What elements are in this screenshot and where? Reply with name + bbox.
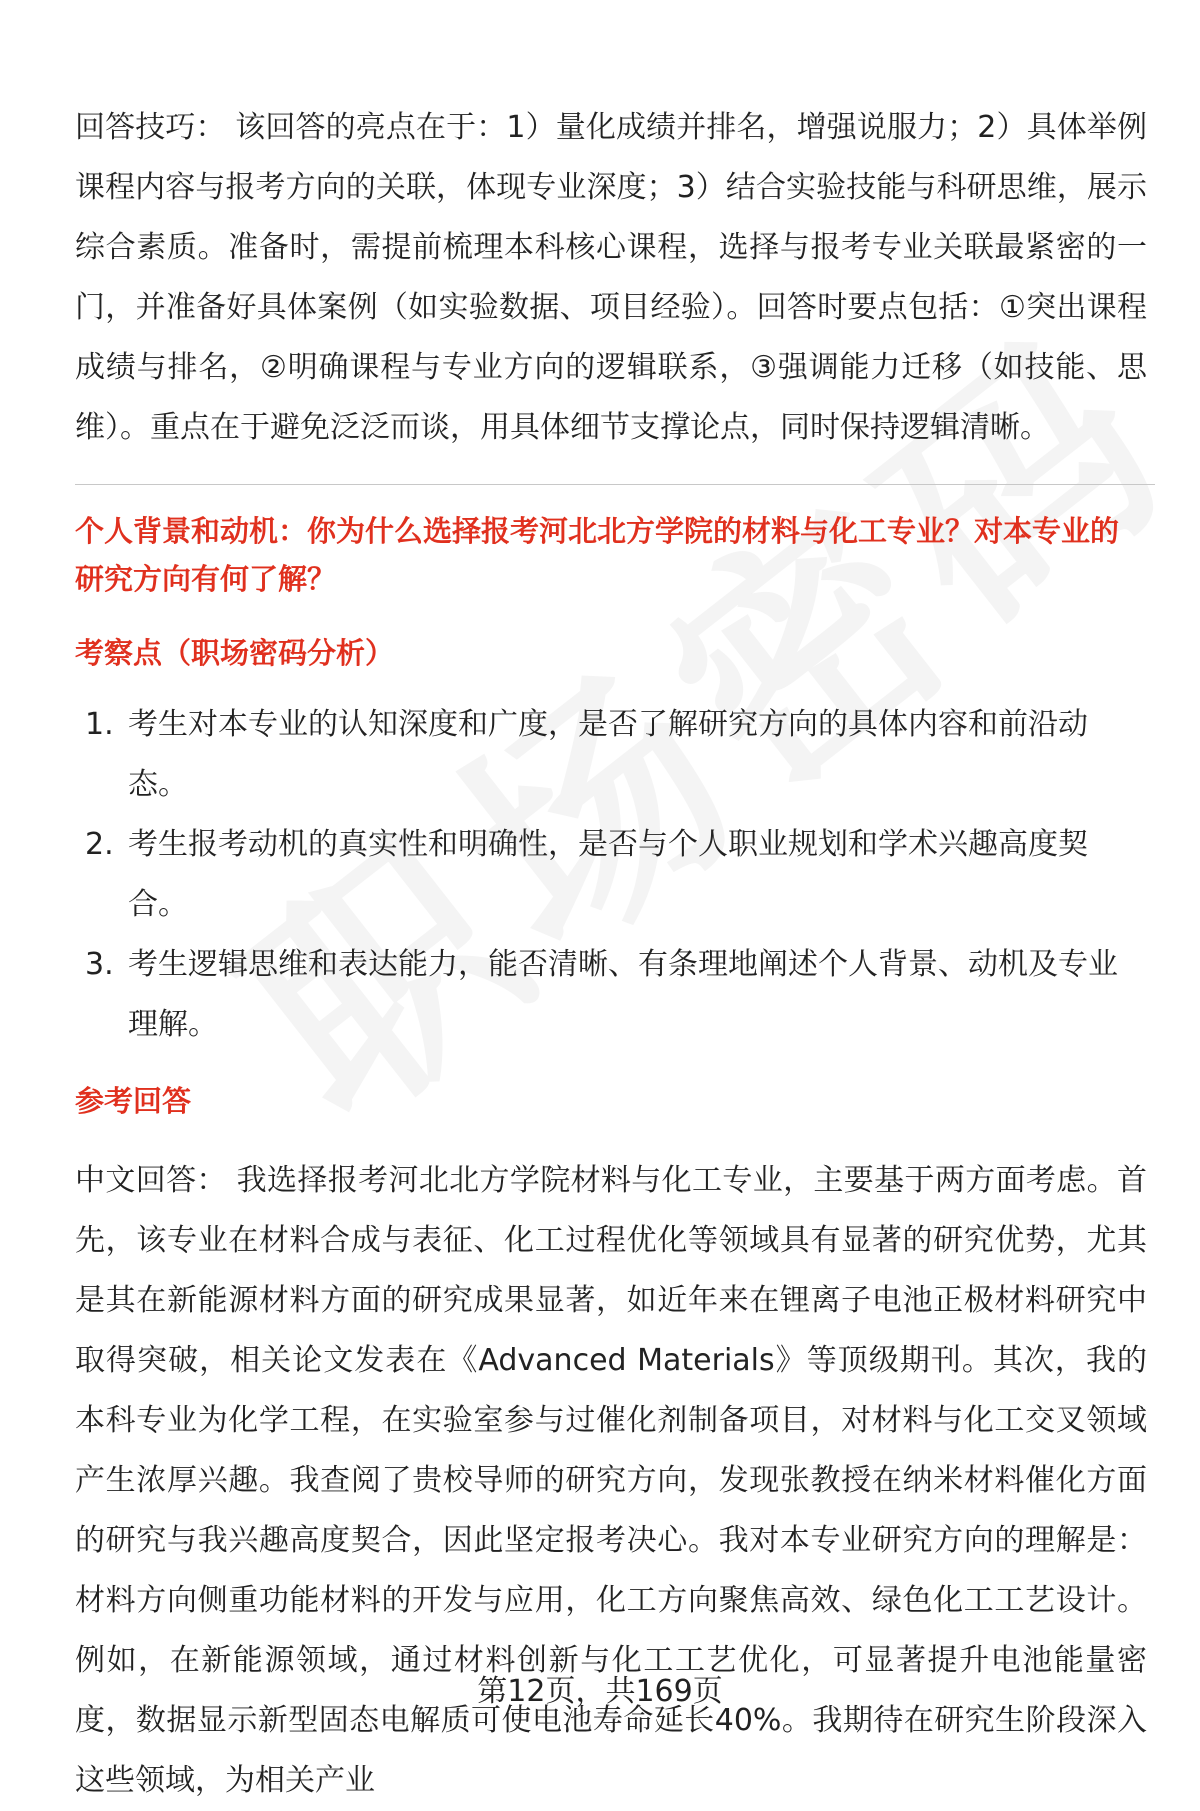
- assessment-list: [75, 695, 1147, 1055]
- page-content: [75, 98, 1147, 1811]
- assessment-item: [75, 935, 1147, 1055]
- reference-heading: 参考回答: [75, 1084, 192, 1118]
- item-text: 考生对本专业的认知深度和广度，是否了解研究方向的具体内容和前沿动态。: [128, 707, 1088, 802]
- item-text: 考生报考动机的真实性和明确性，是否与个人职业规划和学术兴趣高度契合。: [128, 827, 1088, 922]
- item-number: 2.: [85, 827, 114, 862]
- assessment-item: [75, 815, 1147, 935]
- reference-paragraph: 中文回答： 我选择报考河北北方学院材料与化工专业，主要基于两方面考虑。首先，该专业在材料合成与表征、化工过程优化等领域具有显著的研究优势，尤其是其在新能源材料方面的研究成果显著，如近年来在锂离子电池正极材料研究中取得突破，相关论文发表在《Advanced Materials》等顶级期刊。其次，我的本科专业为化学工程，在实验室参与过催化剂制备项目，对材料与化工交叉领域产生浓厚兴趣。我查阅了贵校导师的研究方向，发现张教授在纳米材料催化方面的研究与我兴趣高度契合，因此坚定报考决心。我对本专业研究方向的理解是：材料方向侧重功能材料的开发与应用，化工方向聚焦高效、绿色化工工艺设计。例如，在新能源领域，通过材料创新与化工工艺优化，可显著提升电池能量密度，数据显示新型固态电解质可使电池寿命延长40%。我期待在研究生阶段深入这些领域，为相关产业: [75, 1163, 1147, 1798]
- assessment-item: [75, 695, 1147, 815]
- item-text: 考生逻辑思维和表达能力，能否清晰、有条理地阐述个人背景、动机及专业理解。: [128, 947, 1118, 1042]
- item-number: 3.: [85, 947, 114, 982]
- assessment-heading: 考察点（职场密码分析）: [75, 636, 395, 670]
- page-footer: 第12页，共169页: [477, 1674, 723, 1709]
- question-title: 个人背景和动机：你为什么选择报考河北北方学院的材料与化工专业？对本专业的研究方向有何了解？: [75, 514, 1120, 596]
- tips-paragraph: 回答技巧： 该回答的亮点在于：1）量化成绩并排名，增强说服力；2）具体举例课程内容与报考方向的关联，体现专业深度；3）结合实验技能与科研思维，展示综合素质。准备时，需提前梳理本科核心课程，选择与报考专业关联最紧密的一门，并准备好具体案例（如实验数据、项目经验）。回答时要点包括：①突出课程成绩与排名，②明确课程与专业方向的逻辑联系，③强调能力迁移（如技能、思维）。重点在于避免泛泛而谈，用具体细节支撑论点，同时保持逻辑清晰。: [75, 110, 1147, 445]
- section-divider: [75, 484, 1155, 485]
- item-number: 1.: [85, 707, 114, 742]
